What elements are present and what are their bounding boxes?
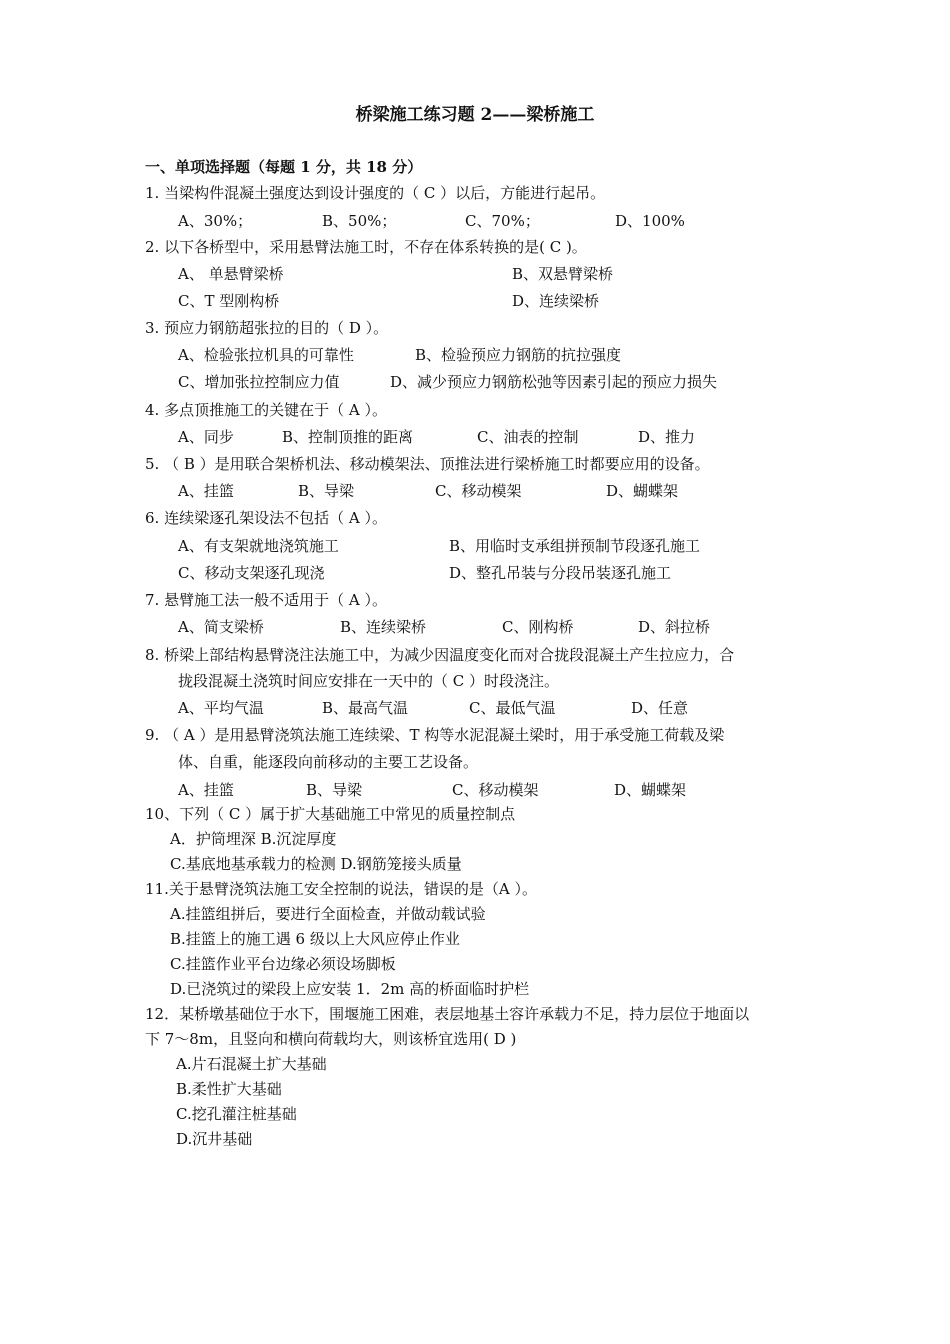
question-11-option-c: C.挂篮作业平台边缘必须设场脚板: [170, 955, 396, 973]
question-6-stem: 6. 连续梁逐孔架设法不包括（ A ）。: [145, 509, 387, 527]
question-12-option-a: A.片石混凝土扩大基础: [176, 1055, 327, 1073]
question-6-option-c: C、移动支架逐孔现浇: [178, 564, 325, 582]
question-4-option-d: D、推力: [638, 428, 696, 446]
question-11-stem: 11.关于悬臂浇筑法施工安全控制的说法，错误的是（A ）。: [145, 880, 537, 898]
question-10-stem: 10、下列（ C ）属于扩大基础施工中常见的质量控制点: [145, 805, 516, 823]
question-8-stem: 8. 桥梁上部结构悬臂浇注法施工中，为减少因温度变化而对合拢段混凝土产生拉应力，合: [145, 646, 735, 664]
question-1-option-b: B、50%；: [322, 212, 397, 230]
question-2-option-c: C、T 型刚构桥: [178, 292, 280, 310]
question-8-option-c: C、最低气温: [469, 699, 556, 717]
question-6-option-a: A、有支架就地浇筑施工: [178, 537, 339, 555]
question-3-option-d: D、减少预应力钢筋松弛等因素引起的预应力损失: [390, 373, 718, 391]
question-6-option-d: D、整孔吊装与分段吊装逐孔施工: [449, 564, 672, 582]
question-9-option-b: B、导梁: [306, 781, 363, 799]
question-12-option-d: D.沉井基础: [176, 1130, 253, 1148]
question-11-option-b: B.挂篮上的施工遇 6 级以上大风应停止作业: [170, 930, 460, 948]
question-2-option-a: A、 单悬臂梁桥: [178, 265, 284, 283]
section-heading: 一、单项选择题（每题 1 分，共 18 分）: [145, 158, 423, 176]
question-8-option-d: D、任意: [631, 699, 689, 717]
page-title: 桥梁施工练习题 2——梁桥施工: [355, 105, 595, 125]
question-11-option-d: D.已浇筑过的梁段上应安装 1．2m 高的桥面临时护栏: [170, 980, 530, 998]
question-7-option-d: D、斜拉桥: [638, 618, 711, 636]
question-8-option-a: A、平均气温: [178, 699, 264, 717]
question-1-option-d: D、100%: [615, 212, 685, 230]
question-10-options-row-1: A．护筒埋深 B.沉淀厚度: [170, 830, 337, 848]
question-1-stem: 1. 当梁构件混凝土强度达到设计强度的（ C ）以后，方能进行起吊。: [145, 184, 606, 202]
question-10-options-row-2: C.基底地基承载力的检测 D.钢筋笼接头质量: [170, 855, 462, 873]
question-8-stem-continued: 拢段混凝土浇筑时间应安排在一天中的（ C ）时段浇注。: [178, 672, 560, 690]
question-9-stem-continued: 体、自重，能逐段向前移动的主要工艺设备。: [178, 753, 479, 771]
question-2-stem: 2. 以下各桥型中，采用悬臂法施工时，不存在体系转换的是( C )。: [145, 238, 587, 256]
question-9-option-a: A、挂篮: [178, 781, 234, 799]
question-2-option-b: B、双悬臂梁桥: [512, 265, 614, 283]
question-3-stem: 3. 预应力钢筋超张拉的目的（ D ）。: [145, 319, 389, 337]
question-12-stem: 12．某桥墩基础位于水下，围堰施工困难，表层地基土容许承载力不足，持力层位于地面以: [145, 1005, 750, 1023]
question-7-option-b: B、连续梁桥: [340, 618, 427, 636]
question-11-option-a: A.挂篮组拼后，要进行全面检查，并做动载试验: [170, 905, 486, 923]
question-8-option-b: B、最高气温: [322, 699, 409, 717]
question-12-stem-continued: 下 7～8m，且竖向和横向荷载均大，则该桥宜选用( D ): [145, 1030, 517, 1048]
question-9-option-d: D、蝴蝶架: [614, 781, 687, 799]
question-7-option-a: A、简支梁桥: [178, 618, 264, 636]
question-5-stem: 5. （ B ）是用联合架桥机法、移动模架法、顶推法进行梁桥施工时都要应用的设备。: [145, 455, 710, 473]
question-5-option-d: D、蝴蝶架: [606, 482, 679, 500]
question-4-option-a: A、同步: [178, 428, 234, 446]
question-1-option-a: A、30%；: [178, 212, 253, 230]
question-12-option-c: C.挖孔灌注桩基础: [176, 1105, 297, 1123]
question-7-option-c: C、刚构桥: [502, 618, 574, 636]
question-9-option-c: C、移动模架: [452, 781, 539, 799]
question-1-option-c: C、70%；: [465, 212, 540, 230]
question-3-option-c: C、增加张拉控制应力值: [178, 373, 340, 391]
question-2-option-d: D、连续梁桥: [512, 292, 600, 310]
question-9-stem: 9. （ A ）是用悬臂浇筑法施工连续梁、T 构等水泥混凝土梁时，用于承受施工荷载及梁: [145, 726, 725, 744]
question-12-option-b: B.柔性扩大基础: [176, 1080, 282, 1098]
question-3-option-b: B、检验预应力钢筋的抗拉强度: [415, 346, 622, 364]
question-5-option-a: A、挂篮: [178, 482, 234, 500]
question-6-option-b: B、用临时支承组拼预制节段逐孔施工: [449, 537, 701, 555]
question-5-option-b: B、导梁: [298, 482, 355, 500]
question-4-option-c: C、油表的控制: [477, 428, 579, 446]
question-7-stem: 7. 悬臂施工法一般不适用于（ A ）。: [145, 591, 387, 609]
question-5-option-c: C、移动模架: [435, 482, 522, 500]
question-4-stem: 4. 多点顶推施工的关键在于（ A ）。: [145, 401, 387, 419]
question-3-option-a: A、检验张拉机具的可靠性: [178, 346, 354, 364]
question-4-option-b: B、控制顶推的距离: [282, 428, 414, 446]
